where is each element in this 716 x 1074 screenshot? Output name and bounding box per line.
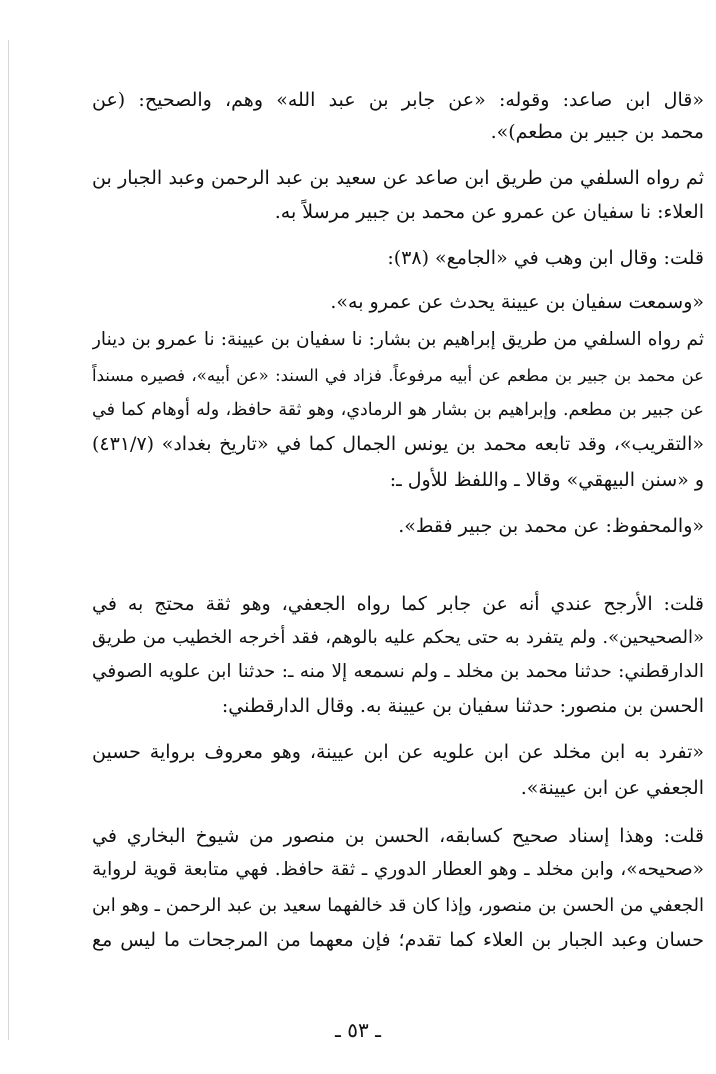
text-line-11: و «سنن البيهقي» وقالا ـ واللفظ للأول ـ: [389, 469, 704, 491]
text-line-14: «الصحيحين». ولم يتفرد به حتى يحكم عليه بالوهم، فقد أخرجه الخطيب من طريق [92, 627, 704, 648]
scan-edge-line [8, 40, 9, 1040]
text-line-19: قلت: وهذا إسناد صحيح كسابقه، الحسن بن منصور من شيوخ البخاري في [92, 825, 704, 847]
text-line-2: محمد بن جبير بن مطعم)». [490, 121, 704, 143]
text-line-10: «التقريب»، وقد تابعه محمد بن يونس الجمال كما في «تاريخ بغداد» (٤٣١/٧) [92, 433, 704, 455]
text-line-16: الحسن بن منصور: حدثنا سفيان بن عيينة به. وقال الدارقطني: [221, 695, 704, 717]
text-line-5: قلت: وقال ابن وهب في «الجامع» (٣٨): [387, 247, 704, 269]
text-line-22: حسان وعبد الجبار بن العلاء كما تقدم؛ فإن معهما من المرجحات ما ليس مع [92, 929, 704, 951]
text-line-21: الجعفي من الحسن بن منصور، وإذا كان قد خالفهما سعيد بن عبد الرحمن ـ وهو ابن [92, 895, 704, 916]
text-line-20: «صحيحه»، وابن مخلد ـ وهو العطار الدوري ـ ثقة حافظ. فهي متابعة قوية لرواية [92, 859, 704, 880]
text-line-8: عن محمد بن جبير بن مطعم عن أبيه مرفوعاً. فزاد في السند: «عن أبيه»، فصيره مسنداً [92, 366, 704, 385]
text-line-13: قلت: الأرجح عندي أنه عن جابر كما رواه الجعفي، وهو ثقة محتج به في [92, 593, 704, 615]
text-line-15: الدارقطني: حدثنا محمد بن مخلد ـ ولم نسمعه إلا منه ـ: حدثنا ابن علويه الصوفي [92, 661, 704, 682]
text-line-1: «قال ابن صاعد: وقوله: «عن جابر بن عبد الله» وهم، والصحيح: (عن [92, 89, 704, 111]
text-line-3: ثم رواه السلفي من طريق ابن صاعد عن سعيد بن عبد الرحمن وعبد الجبار بن [92, 167, 704, 189]
text-line-6: «وسمعت سفيان بن عيينة يحدث عن عمرو به». [330, 291, 704, 313]
text-line-9: عن جبير بن مطعم. وإبراهيم بن بشار هو الرمادي، وهو ثقة حافظ، وله أوهام كما في [92, 400, 704, 420]
text-line-12: «والمحفوظ: عن محمد بن جبير فقط». [398, 515, 704, 537]
text-line-18: الجعفي عن ابن عيينة». [520, 777, 704, 799]
text-line-7: ثم رواه السلفي من طريق إبراهيم بن بشار: نا سفيان بن عيينة: نا عمرو بن دينار [92, 329, 704, 350]
text-line-4: العلاء: نا سفيان عن عمرو عن محمد بن جبير مرسلاً به. [274, 201, 704, 223]
page-number: ـ ٥٣ ـ [335, 1018, 381, 1042]
text-line-17: «تفرد به ابن مخلد عن ابن علويه عن ابن عيينة، وهو معروف برواية حسين [92, 741, 704, 763]
